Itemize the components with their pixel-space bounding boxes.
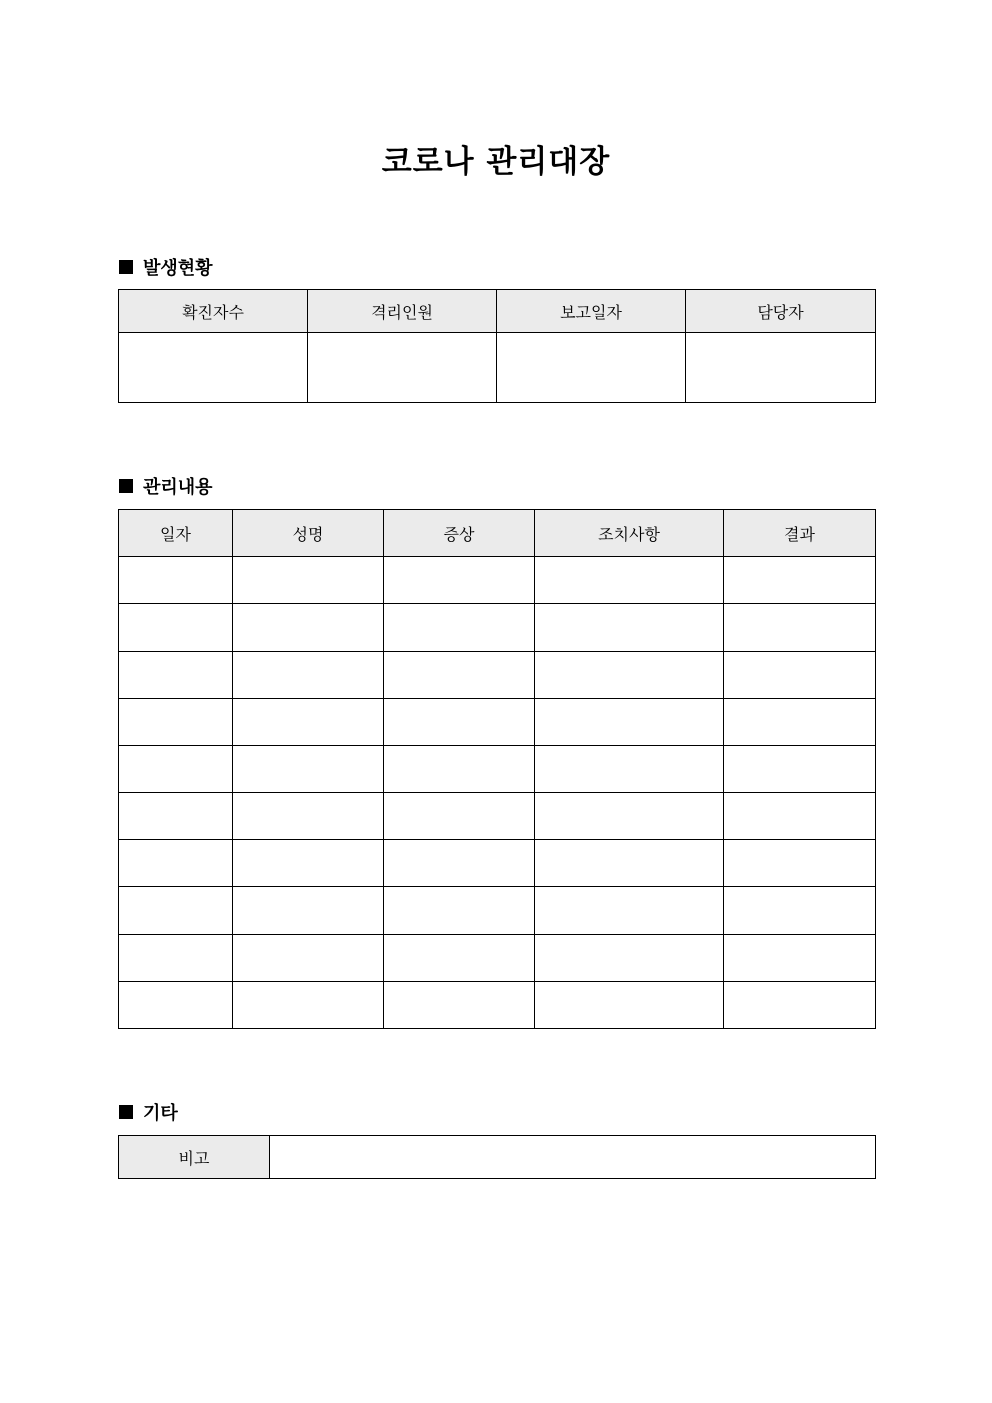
action-cell[interactable] xyxy=(535,793,724,840)
action-cell[interactable] xyxy=(535,745,724,792)
result-cell[interactable] xyxy=(724,887,876,934)
table-row xyxy=(119,745,876,792)
date-cell[interactable] xyxy=(119,981,233,1028)
name-cell[interactable] xyxy=(233,698,384,745)
date-cell[interactable] xyxy=(119,557,233,604)
result-cell[interactable] xyxy=(724,981,876,1028)
symptom-cell[interactable] xyxy=(384,934,535,981)
date-cell[interactable] xyxy=(119,745,233,792)
symptom-cell[interactable] xyxy=(384,793,535,840)
name-cell[interactable] xyxy=(233,793,384,840)
remarks-label: 비고 xyxy=(119,1136,270,1179)
table-row xyxy=(119,604,876,651)
table-row xyxy=(119,1136,876,1179)
date-cell[interactable] xyxy=(119,934,233,981)
name-cell[interactable] xyxy=(233,934,384,981)
status-table xyxy=(118,289,876,403)
result-cell[interactable] xyxy=(724,840,876,887)
date-cell[interactable] xyxy=(119,698,233,745)
header-action: 조치사항 xyxy=(535,510,724,557)
other-section-heading xyxy=(119,1099,178,1125)
person-in-charge-cell[interactable] xyxy=(686,333,876,403)
date-cell[interactable] xyxy=(119,887,233,934)
action-cell[interactable] xyxy=(535,981,724,1028)
table-row xyxy=(119,698,876,745)
name-cell[interactable] xyxy=(233,557,384,604)
symptom-cell[interactable] xyxy=(384,651,535,698)
status-section-heading xyxy=(119,254,213,280)
date-cell[interactable] xyxy=(119,604,233,651)
management-log-table xyxy=(118,509,876,1029)
page-title: 코로나 관리대장 xyxy=(381,144,611,180)
header-person-in-charge: 담당자 xyxy=(686,290,876,333)
report-date-cell[interactable] xyxy=(497,333,686,403)
square-bullet-icon xyxy=(119,260,133,274)
name-cell[interactable] xyxy=(233,745,384,792)
table-row xyxy=(119,981,876,1028)
remarks-table xyxy=(118,1135,876,1179)
square-bullet-icon xyxy=(119,479,133,493)
table-header-row xyxy=(119,290,876,333)
action-cell[interactable] xyxy=(535,887,724,934)
action-cell[interactable] xyxy=(535,934,724,981)
name-cell[interactable] xyxy=(233,604,384,651)
header-report-date: 보고일자 xyxy=(497,290,686,333)
table-row xyxy=(119,887,876,934)
action-cell[interactable] xyxy=(535,557,724,604)
other-section-title: 기타 xyxy=(143,1103,178,1124)
quarantine-count-cell[interactable] xyxy=(308,333,497,403)
symptom-cell[interactable] xyxy=(384,745,535,792)
date-cell[interactable] xyxy=(119,793,233,840)
table-header-row xyxy=(119,510,876,557)
action-cell[interactable] xyxy=(535,840,724,887)
table-row xyxy=(119,333,876,403)
table-row xyxy=(119,793,876,840)
name-cell[interactable] xyxy=(233,840,384,887)
square-bullet-icon xyxy=(119,1105,133,1119)
confirmed-count-cell[interactable] xyxy=(119,333,308,403)
symptom-cell[interactable] xyxy=(384,557,535,604)
table-row xyxy=(119,557,876,604)
result-cell[interactable] xyxy=(724,557,876,604)
result-cell[interactable] xyxy=(724,793,876,840)
header-name: 성명 xyxy=(233,510,384,557)
action-cell[interactable] xyxy=(535,604,724,651)
date-cell[interactable] xyxy=(119,651,233,698)
result-cell[interactable] xyxy=(724,604,876,651)
table-row xyxy=(119,934,876,981)
status-section-title: 발생현황 xyxy=(143,258,213,279)
header-result: 결과 xyxy=(724,510,876,557)
header-quarantine-count: 격리인원 xyxy=(308,290,497,333)
table-row xyxy=(119,651,876,698)
header-date: 일자 xyxy=(119,510,233,557)
result-cell[interactable] xyxy=(724,651,876,698)
header-symptom: 증상 xyxy=(384,510,535,557)
table-row xyxy=(119,840,876,887)
symptom-cell[interactable] xyxy=(384,887,535,934)
name-cell[interactable] xyxy=(233,651,384,698)
result-cell[interactable] xyxy=(724,745,876,792)
action-cell[interactable] xyxy=(535,698,724,745)
management-section-heading xyxy=(119,473,213,499)
action-cell[interactable] xyxy=(535,651,724,698)
name-cell[interactable] xyxy=(233,981,384,1028)
header-confirmed-count: 확진자수 xyxy=(119,290,308,333)
result-cell[interactable] xyxy=(724,698,876,745)
symptom-cell[interactable] xyxy=(384,698,535,745)
date-cell[interactable] xyxy=(119,840,233,887)
symptom-cell[interactable] xyxy=(384,981,535,1028)
remarks-field[interactable] xyxy=(270,1136,876,1179)
name-cell[interactable] xyxy=(233,887,384,934)
result-cell[interactable] xyxy=(724,934,876,981)
management-section-title: 관리내용 xyxy=(143,477,213,498)
symptom-cell[interactable] xyxy=(384,604,535,651)
symptom-cell[interactable] xyxy=(384,840,535,887)
